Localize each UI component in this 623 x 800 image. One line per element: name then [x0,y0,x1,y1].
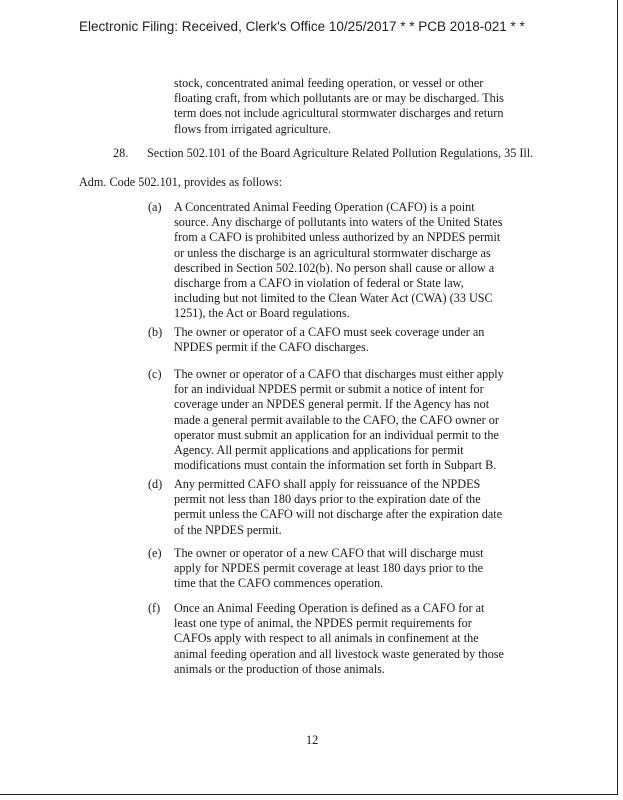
subsection-letter: (d) [148,477,163,491]
page-number: 12 [306,733,319,747]
paragraph-number: 28. [113,146,129,160]
subsection-text: The owner or operator of a new CAFO that will discharge must apply for NPDES permit coverage at least 180 days prior to the time that the CAFO commences operation. [174,546,484,591]
subsection-letter: (f) [148,601,161,615]
subsection-letter: (a) [148,200,162,214]
subsection-letter: (e) [148,546,162,560]
paragraph-28-continuation: Adm. Code 502.101, provides as follows: [79,175,283,189]
subsection-text: A Concentrated Animal Feeding Operation (CAFO) is a point source. Any discharge of pollutants into waters of the United States from a CAFO is prohibited unless authorized by an NPDES permit or unless the discharge is an agricultural stormwater discharge as described in Section 502.102(b). No person shall cause or allow a discharge from a CAFO in violation of federal or State law, including but not limited to the Clean Water Act (CWA) (33 USC 1251), the Act or Board regulations. [174,200,503,321]
subsection-text: The owner or operator of a CAFO must seek coverage under an NPDES permit if the CAFO discharges. [174,325,485,355]
continued-definition-paragraph: stock, concentrated animal feeding operation, or vessel or other floating craft, from which pollutants are or may be discharged. This term does not include agricultural stormwater discharges and return flows from irrigated agriculture. [174,76,504,136]
subsection-letter: (c) [148,367,162,381]
paragraph-28-text: Section 502.101 of the Board Agriculture Related Pollution Regulations, 35 Ill. [147,146,534,160]
subsection-text: Any permitted CAFO shall apply for reissuance of the NPDES permit not less than 180 days prior to the expiration date of the permit unless the CAFO will not discharge after the expiration date of the NPDES permit. [174,477,503,537]
subsection-letter: (b) [148,325,163,339]
subsection-text: Once an Animal Feeding Operation is defined as a CAFO for at least one type of animal, the NPDES permit requirements for CAFOs apply with respect to all animals in confinement at the animal feeding operation and all livestock waste generated by those animals or the production of those animals. [174,601,504,676]
subsection-text: The owner or operator of a CAFO that discharges must either apply for an individual NPDES permit or submit a notice of intent for coverage under an NPDES general permit. If the Agency has not made a general permit available to the CAFO, the CAFO owner or operator must submit an application for an individual permit to the Agency. All permit applications and applications for permit modifications must contain the information set forth in Subpart B. [174,367,504,473]
electronic-filing-stamp: Electronic Filing: Received, Clerk's Office 10/25/2017 * * PCB 2018-021 * * [79,19,525,34]
